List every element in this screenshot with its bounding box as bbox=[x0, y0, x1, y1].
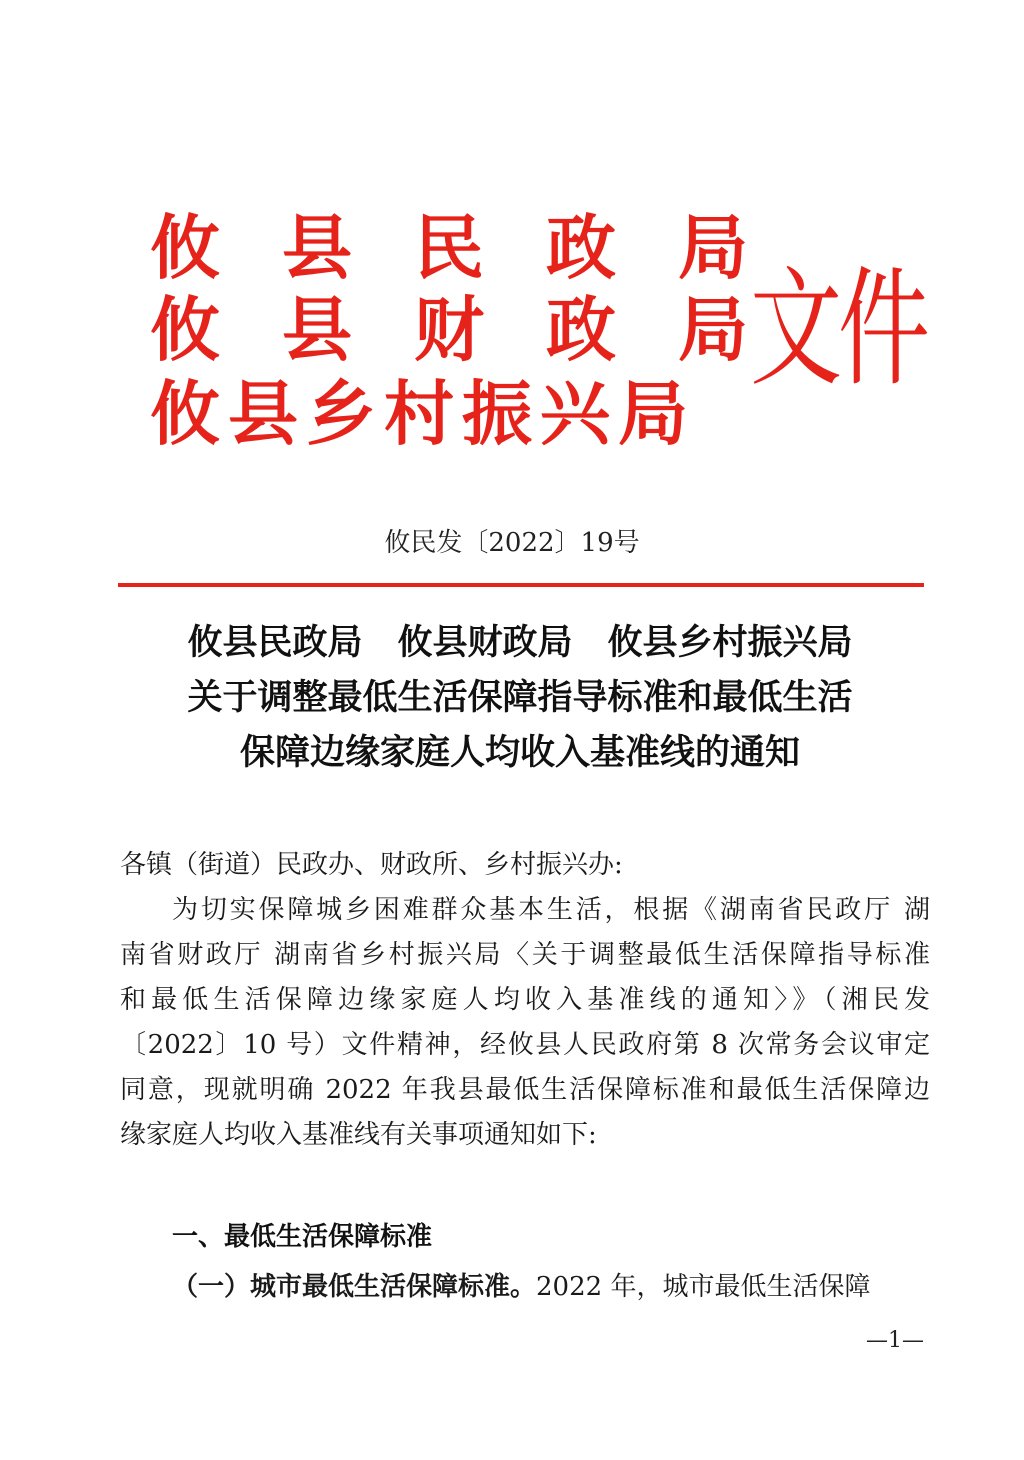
subsection-heading: （一）城市最低生活保障标准。 bbox=[172, 1272, 537, 1302]
paragraph-line: 缘家庭人均收入基准线有关事项通知如下: bbox=[120, 1120, 597, 1150]
page-number: —1— bbox=[866, 1328, 924, 1353]
title-line: 关于调整最低生活保障指导标准和最低生活 bbox=[187, 678, 853, 718]
red-header bbox=[150, 198, 926, 458]
subsection-text: 2022 年，城市最低生活保障 bbox=[536, 1272, 871, 1302]
section-heading: 一、最低生活保障标准 bbox=[172, 1222, 433, 1252]
issuer-line-rural-revitalization: 攸县乡村振兴局 bbox=[150, 373, 696, 455]
title-line: 攸县民政局 攸县财政局 攸县乡村振兴局 bbox=[187, 623, 853, 663]
title-line: 保障边缘家庭人均收入基准线的通知 bbox=[239, 733, 800, 773]
header-document-suffix: 文件 bbox=[750, 255, 926, 404]
document-title bbox=[110, 616, 930, 781]
paragraph-line: 为切实保障城乡困难群众基本生活，根据《湖南省民政厅 湖 bbox=[172, 895, 930, 925]
paragraph-line: 南省财政厅 湖南省乡村振兴局〈关于调整最低生活保障指导标准 bbox=[120, 940, 930, 970]
paragraph-line: 和最低生活保障边缘家庭人均收入基准线的通知〉》（湘民发 bbox=[120, 985, 930, 1015]
paragraph-line: 〔2022〕10 号）文件精神，经攸县人民政府第 8 次常务会议审定 bbox=[120, 1030, 930, 1060]
issuer-line-finance: 攸县财政局 bbox=[150, 289, 810, 371]
intro-paragraph bbox=[120, 888, 930, 1158]
document-number: 攸民发〔2022〕19号 bbox=[384, 528, 640, 558]
red-divider bbox=[118, 583, 924, 587]
subsection-line bbox=[172, 1270, 927, 1304]
paragraph-line: 同意，现就明确 2022 年我县最低生活保障标准和最低生活保障边 bbox=[120, 1075, 930, 1105]
addressee: 各镇（街道）民政办、财政所、乡村振兴办: bbox=[120, 850, 623, 880]
issuer-line-civil-affairs: 攸县民政局 bbox=[150, 207, 810, 289]
